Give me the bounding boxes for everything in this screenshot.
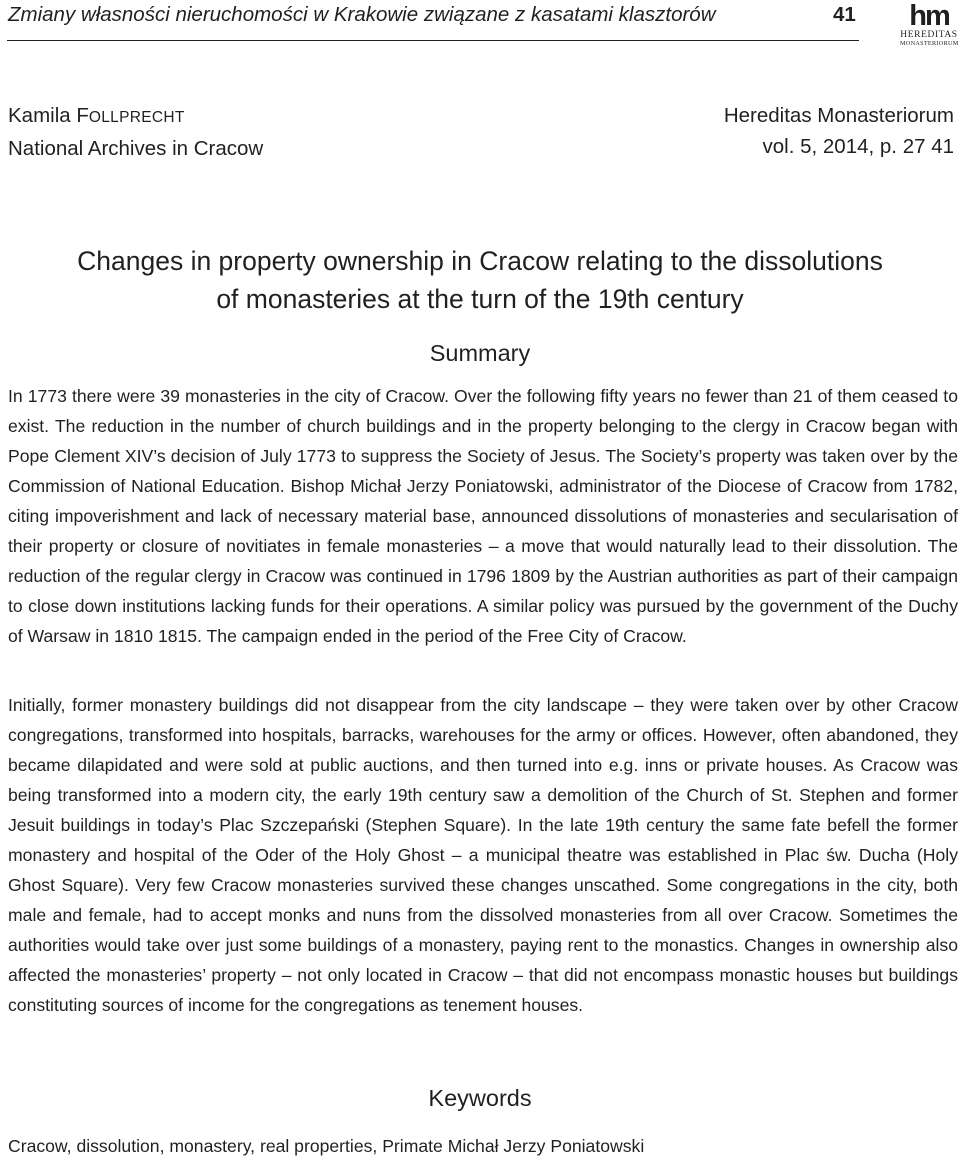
logo-text-line1: HEREDITAS [900,30,958,40]
summary-paragraph-2: Initially, former monastery buildings did not disappear from the city landscape – they were taken over by other Cracow congregations, transformed into hospitals, barracks, warehouses for the army or offices. However, often abandoned, they became dilapidated and were sold at public auctions, and then turned into e.g. inns or private houses. As Cracow was being transformed into a modern city, the early 19th century saw a demolition of the Church of St. Stephen and former Jesuit buildings in today’s Plac Szczepański (Stephen Square). In the late 19th century the same fate befell the former monastery and hospital of the Oder of the Holy Ghost – a municipal theatre was established in Plac św. Ducha (Holy Ghost Square). Very few Cracow monasteries survived these changes unscathed. Some congregations in the city, both male and female, had to accept monks and nuns from the dissolved monasteries from all over Cracow. Sometimes the authorities would take over just some buildings of a monastery, paying rent to the monastics. Changes in ownership also affected the monasteries’ property – not only located in Cracow – that did not encompass monastic houses but buildings constituting sources of income for the congregations as tenement houses. [8,695,958,1015]
title-line: of monasteries at the turn of the 19th century [216,284,744,314]
author-first-name: Kamila [8,104,71,127]
keywords-heading: Keywords [428,1085,532,1111]
author-block [8,100,263,164]
summary-paragraph-1: In 1773 there were 39 monasteries in the city of Cracow. Over the following fifty years no fewer than 21 of them ceased to exist. The reduction in the number of church buildings and in the property belonging to the clergy in Cracow began with Pope Clement XIV’s decision of July 1773 to suppress the Society of Jesus. The Society’s property was taken over by the Commission of National Education. Bishop Michał Jerzy Poniatowski, administrator of the Diocese of Cracow from 1782, citing impoverishment and lack of necessary material base, announced dissolutions of monasteries and secularisation of their property or closure of novitiates in female monasteries – a move that would naturally lead to their dissolution. The reduction of the regular clergy in Cracow was continued in 1796 1809 by the Austrian authorities as part of their campaign to close down institutions lacking funds for their operations. A similar policy was pursued by the government of the Duchy of Warsaw in 1810 1815. The campaign ended in the period of the Free City of Cracow. [8,386,958,646]
summary-heading: Summary [429,340,531,366]
citation: vol. 5, 2014, p. 27 41 [762,135,954,158]
author-affiliation: National Archives in Cracow [8,137,264,160]
title-line: Changes in property ownership in Cracow relating to the dissolutions [77,246,883,276]
journal-logo [900,0,959,50]
running-title: Zmiany własności nieruchomości w Krakowie związane z kasatami klasztorów [8,3,716,26]
journal-name: Hereditas Monasteriorum [723,104,954,127]
author-last-name-rest: OLLPRECHT [88,109,185,126]
header-rule [7,40,859,41]
author-name [8,100,263,133]
author-last-name-initial: F [76,104,89,127]
publication-info [724,100,954,162]
page-number: 41 [833,3,856,26]
logo-mark: hm [909,0,949,32]
article-title [0,242,960,318]
keywords-text: Cracow, dissolution, monastery, real properties, Primate Michał Jerzy Poniatowski [8,1136,645,1156]
logo-text-line2: MONASTERIORUM [900,40,959,47]
